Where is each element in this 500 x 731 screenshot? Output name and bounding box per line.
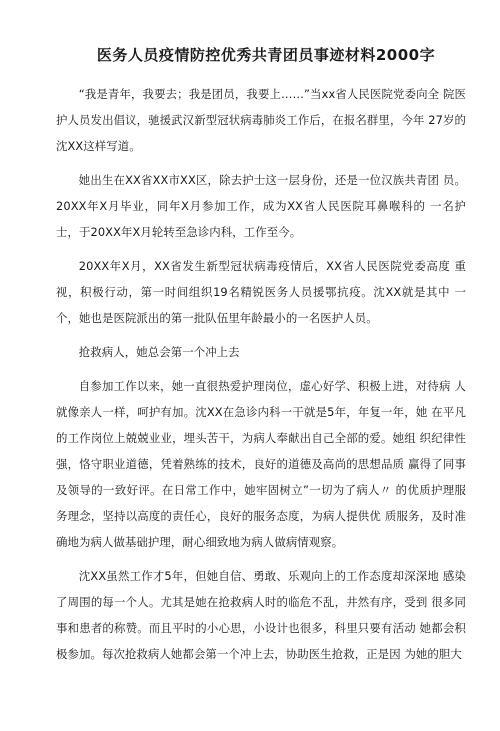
document-title: 医务人员疫情防控优秀共青团员事迹材料2000字 — [96, 46, 436, 64]
paragraph-5: 沈XX虽然工作才5年，但她自信、勇敢、乐观向上的工作态度却深深地 感染了周围的每一个人。尤其是她在抢救病人时的临危不乱，井然有序，受到 很多同事和患者的称赞。而且平时的小心思，小设计也很多，科里只要有活动 她都会积极参加。每次抢救病人她都会第一个冲上去，协助医生抢救，正是因 为她的胆大 — [56, 569, 466, 661]
document-body — [56, 81, 466, 667]
paragraph-2: 她出生在XX省XX市XX区，除去护士这一层身份，还是一位汉族共青团 员。20XX年X月毕业，同年X月参加工作，成为XX省人民医院耳鼻喉科的 一名护士，于20XX年X月轮转至急诊内科，工作至今。 — [56, 173, 466, 239]
paragraph-4: 自参加工作以来，她一直很热爱护理岗位，虚心好学、积极上进，对待病 人就像亲人一样，呵护有加。沈XX在急诊内科一干就是5年，年复一年，她 在平凡的工作岗位上兢兢业业，埋头苦干，为病人奉献出自己全部的爱。她组 织纪律性强，恪守职业道德，凭着熟练的技术，良好的道德及高尚的思想品质 赢得了同事及领导的一致好评。在日常工作中，她牢固树立”一切为了病人〃 的优质护理服务理念，坚持以高度的责任心，良好的服务态度，为病人提供优 质服务，及时准确地为病人做基础护理，耐心细致地为病人做病情观察。 — [56, 379, 466, 549]
paragraph-3: 20XX年X月，XX省发生新型冠状病毒疫情后，XX省人民医院党委高度 重视，积极行动，第一时间组织19名精锐医务人员援鄂抗疫。沈XX就是其中 一个，她也是医院派出的第一批队伍里年龄最小的一名医护人员。 — [56, 259, 466, 325]
paragraph-1: “我是青年，我要去；我是团员，我要上……”当xx省人民医院党委向全 院医护人员发出倡议，驰援武汉新型冠状病毒肺炎工作后，在报名群里，今年 27岁的沈XX这样写道。 — [56, 87, 466, 153]
section-heading: 抢救病人，她总会第一个冲上去 — [78, 345, 240, 359]
